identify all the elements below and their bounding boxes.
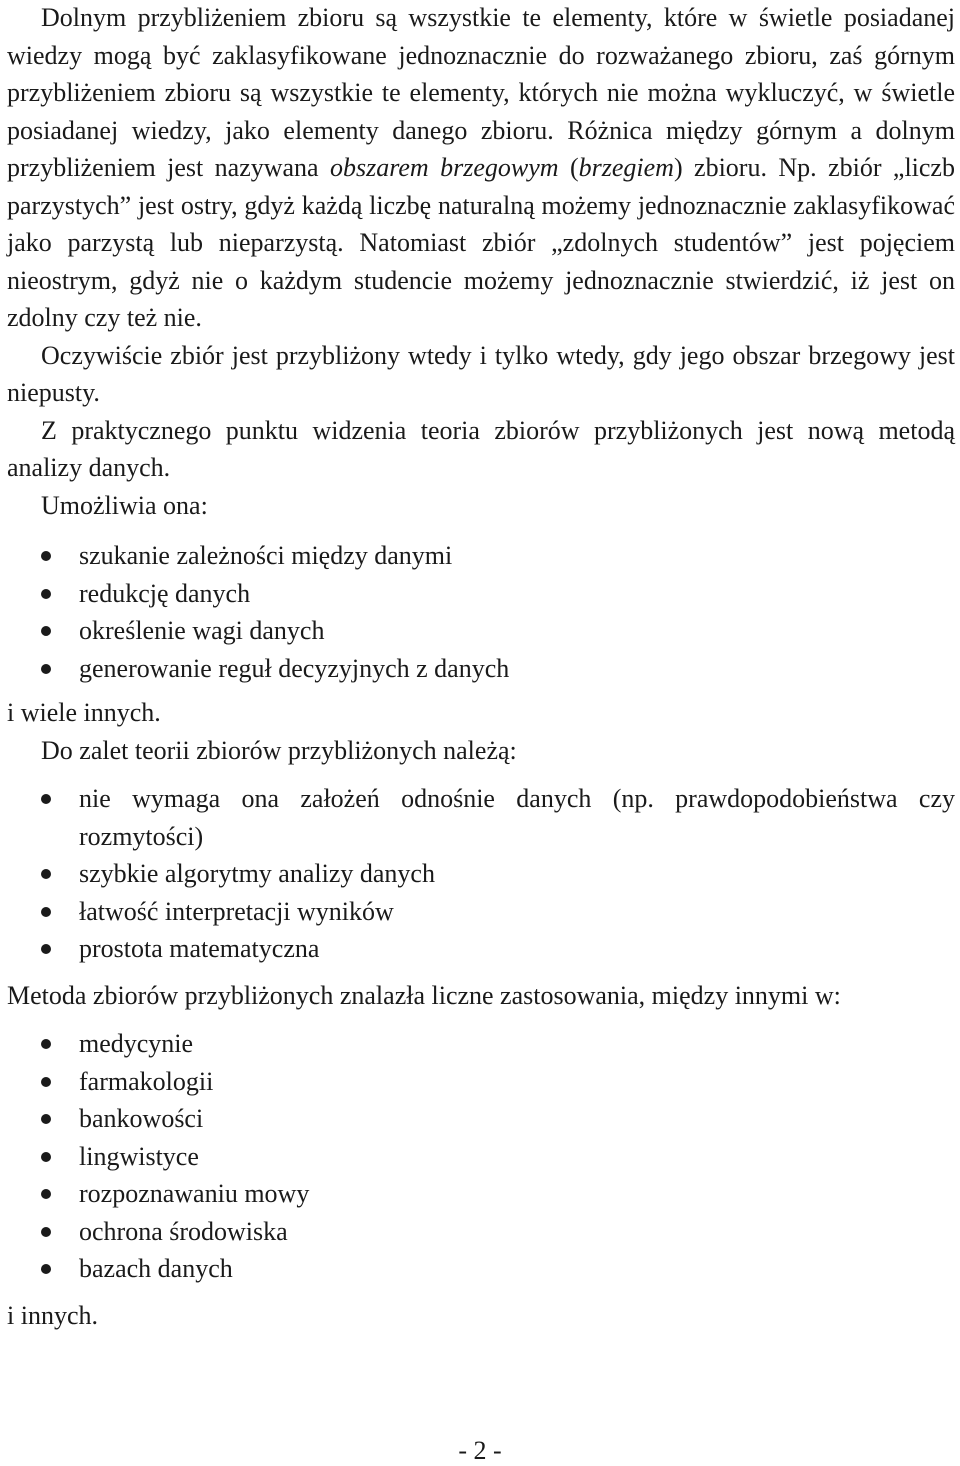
bullet-icon [41,869,51,879]
list-item-text: bankowości [79,1104,204,1133]
list-item [7,1063,955,1101]
bullet-icon [41,794,51,804]
list-item-text: redukcję danych [79,578,251,608]
paragraph-practical-view: Z praktycznego punktu widzenia teoria zbiorów przybliżonych jest nową metodą analizy danych. [7,415,955,482]
list-item [7,612,955,650]
list-item-text: ochrona środowiska [79,1216,288,1246]
list-item [7,780,955,855]
applications-list [7,1025,955,1288]
paragraph-applications-intro: Metoda zbiorów przybliżonych znalazła liczne zastosowania, między innymi w: [7,980,841,1010]
list-item-text: medycynie [79,1029,194,1058]
list-item [7,1250,955,1288]
paragraph-rough-set: Oczywiście zbiór jest przybliżony wtedy i tylko wtedy, gdy jego obszar brzegowy jest niepusty. [7,340,955,407]
list-item-text: szybkie algorytmy analizy danych [79,859,435,888]
paragraph-and-others: i innych. [7,1300,98,1330]
list-item-text: bazach danych [79,1254,233,1283]
list-item-text: nie wymaga ona założeń odnośnie danych (np. prawdopodobieństwa czy rozmytości) [79,784,955,851]
list-item [7,1025,955,1063]
bullet-icon [41,626,51,636]
paragraph-text: ) zbioru. Np. zbiór „liczb parzystych” jest ostry, gdyż każdą liczbę naturalną możemy jednoznacznie zaklasyfikować jako parzystą lub nieparzystą. Natomiast zbiór „zdolnych studentów” jest pojęciem nieostrym, gdyż nie o każdym studencie możemy jednoznacznie stwierdzić, iż jest on zdolny czy też nie. [7,153,955,332]
list-item [7,893,955,931]
bullet-icon [41,1189,51,1199]
list-item [7,855,955,893]
list-item-text: szukanie zależności między danymi [79,541,453,570]
list-item-text: określenie wagi danych [79,616,325,645]
list-item-text: rozpoznawaniu mowy [79,1179,310,1208]
list-item [7,930,955,968]
list-item [7,1175,955,1213]
bullet-icon [41,589,51,599]
paragraph-enables: Umożliwia ona: [41,490,208,520]
list-item [7,1100,955,1138]
list-item-text: łatwość interpretacji wyników [79,896,394,926]
page-number: - 2 - [458,1436,502,1465]
document-page [7,0,955,1334]
list-item-text: lingwistyce [79,1141,199,1171]
list-item-text: generowanie reguł decyzyjnych z danych [79,653,510,683]
bullet-icon [41,907,51,917]
bullet-icon [41,1152,51,1162]
paragraph-text: Dolnym przybliżeniem zbioru są wszystkie te elementy, które w świetle posiadanej wiedzy mogą być zaklasyfikowane jednoznacznie do rozważanego zbioru, zaś górnym przybliżeniem zbioru są wszystkie te elementy, których nie można wykluczyć, w świetle posiadanej wiedzy, jako elementy danego zbioru. Różnica między górnym a dolnym przybliżeniem jest nazywana [7,3,955,182]
list-item [7,537,955,575]
list-item-text: prostota matematyczna [79,934,320,963]
bullet-icon [41,551,51,561]
emphasis-term: obszarem brzegowym [330,153,559,182]
capabilities-list [7,537,955,687]
list-item-text: farmakologii [79,1066,214,1096]
paragraph-and-more: i wiele innych. [7,698,161,727]
list-item [7,650,955,688]
bullet-icon [41,1264,51,1274]
paragraph-advantages-intro: Do zalet teorii zbiorów przybliżonych należą: [41,735,517,765]
bullet-icon [41,1077,51,1087]
list-item [7,575,955,613]
bullet-icon [41,1227,51,1237]
bullet-icon [41,664,51,674]
advantages-list [7,780,955,968]
paragraph-text: ( [558,153,579,182]
bullet-icon [41,1039,51,1049]
paragraph-definitions [7,0,955,337]
list-item [7,1138,955,1176]
bullet-icon [41,1114,51,1124]
list-item [7,1213,955,1251]
emphasis-term: brzegiem [578,153,674,182]
bullet-icon [41,944,51,954]
